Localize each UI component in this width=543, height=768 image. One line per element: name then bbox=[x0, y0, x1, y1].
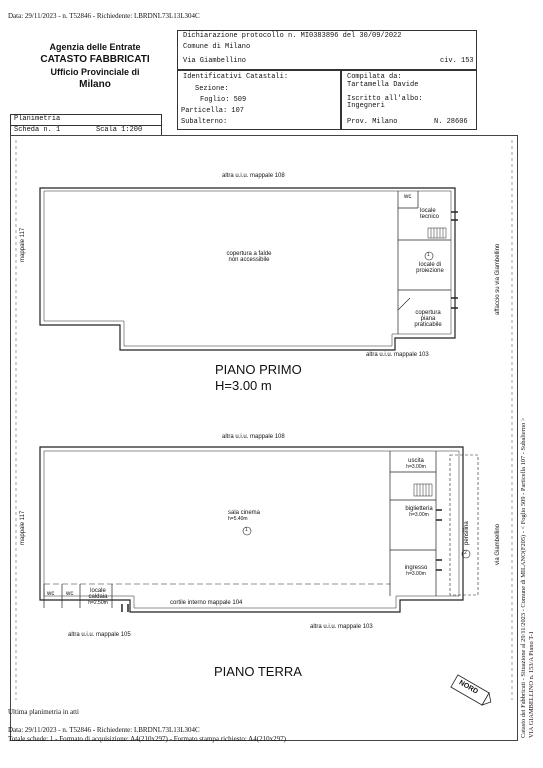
pt-cortile: cortile interno mappale 104 bbox=[170, 600, 243, 606]
civ-line: civ. 153 bbox=[440, 57, 474, 65]
sezione-label: Sezione: bbox=[195, 85, 229, 93]
compilatore-name: Tartamella Davide bbox=[347, 81, 419, 89]
pt-mappale105: altra u.i.u. mappale 105 bbox=[68, 632, 131, 638]
top-request-line: Data: 29/11/2023 - n. T52846 - Richiedente: LBRDNL73L13L304C bbox=[8, 12, 200, 20]
piano-primo-height: H=3.00 m bbox=[215, 378, 272, 393]
scala-label: Scala 1:200 bbox=[96, 126, 143, 134]
agency-name: Agenzia delle Entrate bbox=[49, 42, 141, 52]
pt-biglietteria-label: biglietteria bbox=[405, 506, 433, 512]
scheda-number: Scheda n. 1 bbox=[14, 126, 61, 134]
protocol-line: Dichiarazione protocollo n. MI0383896 del 30/09/2022 bbox=[183, 32, 402, 40]
via-line: Via Giambellino bbox=[183, 57, 247, 65]
pp-copertura-line2: non accessibile bbox=[228, 257, 270, 263]
prov-label: Prov. Milano bbox=[347, 118, 398, 126]
comune-line: Comune di Milano bbox=[183, 43, 251, 51]
pp-label-mappale103: altra u.i.u. mappale 103 bbox=[366, 352, 429, 358]
pt-wc-1: wc bbox=[47, 591, 55, 597]
catasto-label: CATASTO FABBRICATI bbox=[40, 54, 150, 65]
pt-label-via: via Giambellino bbox=[495, 523, 501, 565]
pp-label-mappale117: mappale 117 bbox=[20, 227, 26, 262]
office-label: Ufficio Provinciale di bbox=[50, 67, 140, 77]
side-catasto-line1: Catasto dei Fabbricati - Situazione al 29/11/2023 - Comune di MILANO(F205) - < Foglio 509 - Particella 107 - Subalterno > bbox=[520, 417, 527, 738]
pp-circle-1: 1 bbox=[427, 252, 430, 258]
pp-copertura-falde bbox=[214, 251, 284, 263]
side-catasto-line2: VIA GIAMBELLINO n. 153/A Piano T-1 bbox=[528, 631, 535, 738]
pp-label-mappale108: altra u.i.u. mappale 108 bbox=[222, 173, 285, 179]
pt-uscita bbox=[401, 458, 431, 470]
pp-locale-tecnico bbox=[420, 208, 439, 220]
city-label: Milano bbox=[79, 79, 111, 90]
pt-caldaia-height: h=2.50m bbox=[88, 600, 108, 606]
pt-ingresso-label: ingresso bbox=[404, 565, 428, 571]
pt-biglietteria-height: h=3.00m bbox=[409, 512, 429, 518]
pp-label-affaccio: affaccio su via Giambellino bbox=[495, 243, 501, 315]
pt-label-mappale117: mappale 117 bbox=[20, 510, 26, 545]
pp-proiezione-line2: proiezione bbox=[416, 268, 444, 274]
pp-locale-proiezione bbox=[412, 262, 448, 274]
footer-ultima: Ultima planimetria in atti bbox=[8, 708, 79, 716]
pt-sala-label: sala cinema bbox=[228, 510, 261, 516]
pt-caldaia bbox=[85, 588, 111, 606]
pp-copertura-line1: copertura a falde bbox=[226, 251, 272, 257]
footer-data: Data: 29/11/2023 - n. T52846 - Richiedente: LBRDNL73L13L304C bbox=[8, 726, 200, 734]
pt-wc-2: wc bbox=[66, 591, 74, 597]
piano-terra-title: PIANO TERRA bbox=[214, 664, 302, 679]
pp-copertura-praticabile bbox=[408, 310, 448, 328]
pp-locale-tecnico-line2: tecnico bbox=[420, 214, 440, 220]
pt-ingresso-height: h=3.00m bbox=[406, 571, 426, 577]
pt-circle-2: 2 bbox=[464, 550, 467, 556]
pt-uscita-label: uscita bbox=[408, 458, 424, 464]
iscritto-label: Iscritto all'albo: bbox=[347, 95, 423, 103]
pp-locale-tecnico-line1: locale bbox=[420, 208, 436, 214]
pt-sala-height: h=5.40m bbox=[228, 516, 248, 522]
pt-caldaia-line1: locale bbox=[90, 588, 106, 594]
pt-biglietteria bbox=[401, 506, 437, 518]
albo-label: Ingegneri bbox=[347, 102, 385, 110]
particella-label: Particella: 107 bbox=[181, 107, 245, 115]
numero-label: N. 28606 bbox=[434, 118, 468, 126]
pp-praticabile-line1: copertura bbox=[415, 310, 441, 316]
piano-primo-title: PIANO PRIMO bbox=[215, 362, 302, 377]
compilata-label: Compilata da: bbox=[347, 73, 402, 81]
footer-schede: Totale schede: 1 - Formato di acquisizione: A4(210x297) - Formato stampa richiesto: A4(210x297) bbox=[8, 735, 286, 743]
planimetria-label: Planimetria bbox=[14, 115, 61, 123]
pt-label-mappale108: altra u.i.u. mappale 108 bbox=[222, 434, 285, 440]
subalterno-label: Subalterno: bbox=[181, 118, 228, 126]
pt-sala bbox=[228, 510, 260, 522]
pt-pensilina: pensilina bbox=[464, 521, 470, 545]
pt-uscita-height: h=3.00m bbox=[406, 464, 426, 470]
pp-wc: wc bbox=[404, 194, 412, 200]
pt-caldaia-line2: caldaia bbox=[88, 594, 108, 600]
pt-circle-1: 1 bbox=[245, 527, 248, 533]
pp-praticabile-line3: praticabile bbox=[414, 322, 442, 328]
foglio-label: Foglio: 509 bbox=[200, 96, 247, 104]
pt-ingresso bbox=[398, 565, 434, 577]
pp-proiezione-line1: locale di bbox=[418, 262, 441, 268]
pp-praticabile-line2: piana bbox=[420, 316, 436, 322]
piano-primo-plan bbox=[40, 188, 458, 350]
identificativi-label: Identificativi Catastali: bbox=[183, 73, 289, 81]
pt-mappale103: altra u.i.u. mappale 103 bbox=[310, 624, 373, 630]
north-arrow-label: NORD bbox=[457, 679, 479, 696]
